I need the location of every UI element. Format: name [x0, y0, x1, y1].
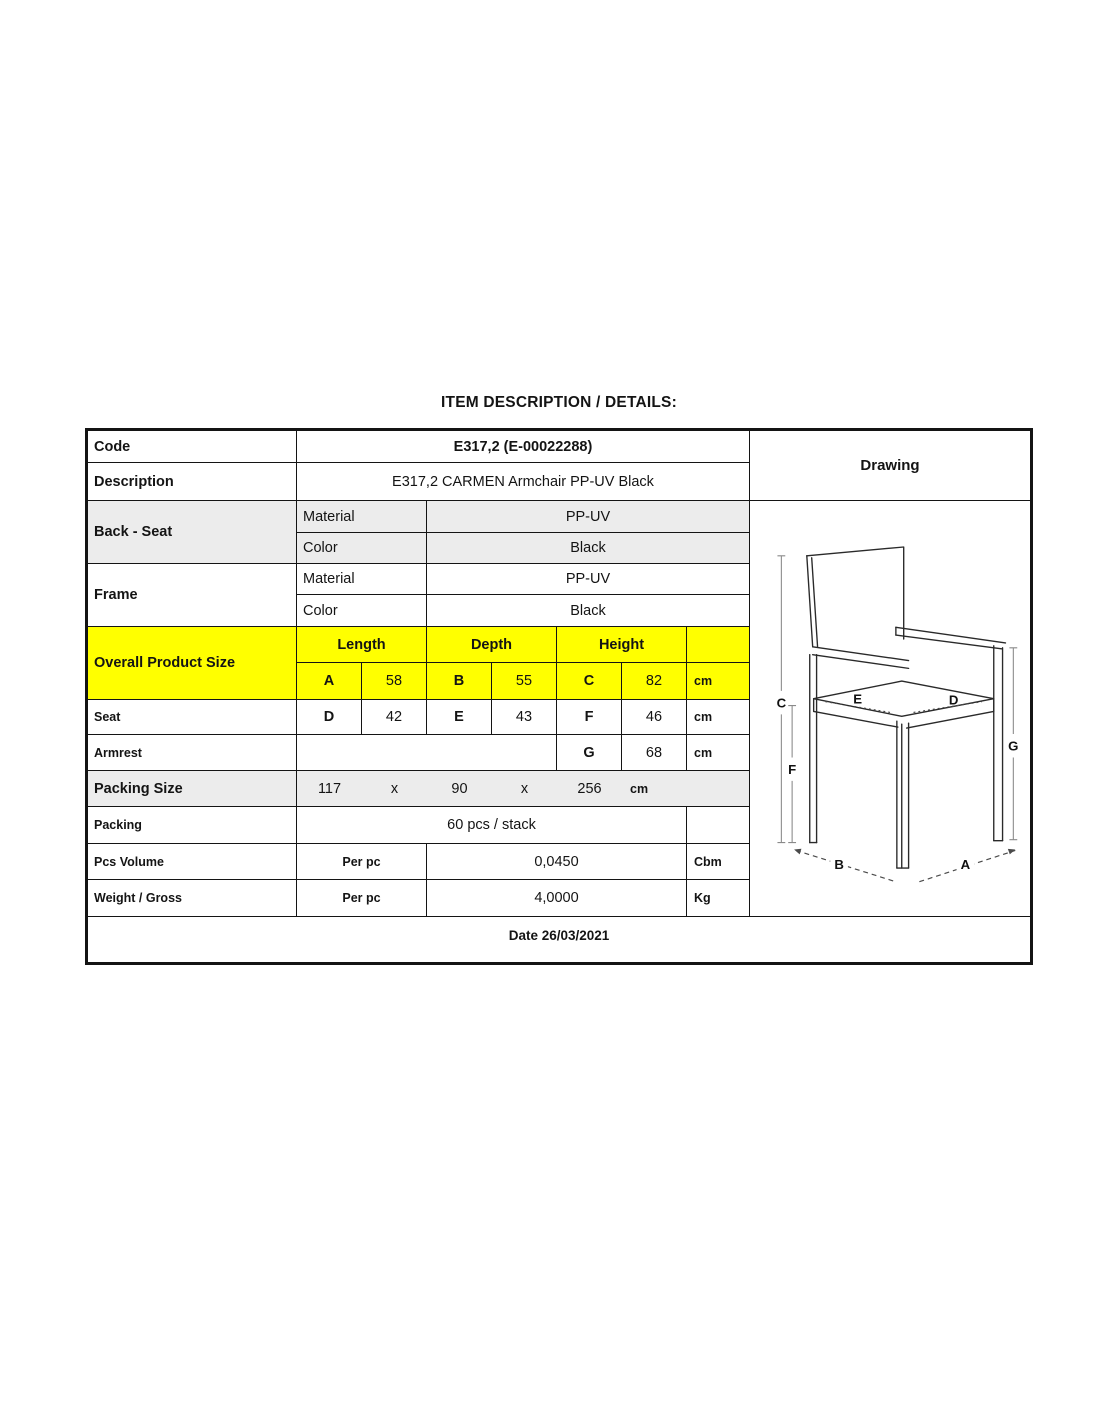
page-title: ITEM DESCRIPTION / DETAILS: — [441, 394, 677, 411]
pcs-volume-per-pc: Per pc — [297, 844, 427, 880]
dim-label-e: E — [853, 691, 863, 707]
item-details-table — [85, 428, 1033, 965]
dim-a-key: A — [297, 663, 362, 700]
size-header-spacer — [687, 627, 750, 663]
dim-g-value: 68 — [622, 735, 687, 771]
back-seat-material-value: PP-UV — [427, 501, 750, 533]
dim-e-key: E — [427, 700, 492, 735]
chair-drawing — [750, 501, 1030, 916]
overall-size-label: Overall Product Size — [88, 627, 297, 700]
seat-unit: cm — [687, 700, 750, 735]
dim-f-key: F — [557, 700, 622, 735]
weight-unit: Kg — [687, 880, 750, 917]
pcs-volume-label: Pcs Volume — [88, 844, 297, 880]
description-label: Description — [88, 463, 297, 501]
dim-label-a: A — [960, 857, 971, 873]
frame-color-label: Color — [297, 595, 427, 627]
back-seat-label: Back - Seat — [88, 501, 297, 564]
drawing-cell — [750, 501, 1030, 917]
frame-material-label: Material — [297, 564, 427, 595]
dim-d-key: D — [297, 700, 362, 735]
length-header: Length — [297, 627, 427, 663]
back-seat-material-label: Material — [297, 501, 427, 533]
frame-material-value: PP-UV — [427, 564, 750, 595]
packing-size-x1: x — [390, 780, 399, 797]
packing-size-values — [297, 771, 750, 807]
pcs-volume-unit: Cbm — [687, 844, 750, 880]
dim-d-value: 42 — [362, 700, 427, 735]
drawing-header: Drawing — [750, 431, 1030, 501]
dim-label-c: C — [776, 695, 787, 711]
armrest-label: Armrest — [88, 735, 297, 771]
dim-label-d: D — [948, 692, 959, 708]
back-seat-color-label: Color — [297, 533, 427, 564]
seat-label: Seat — [88, 700, 297, 735]
date-row: Date 26/03/2021 — [508, 927, 610, 943]
packing-value: 60 pcs / stack — [297, 807, 687, 844]
packing-size-length: 117 — [317, 780, 342, 797]
dim-label-f: F — [788, 762, 797, 778]
code-label: Code — [88, 431, 297, 463]
packing-size-width: 90 — [451, 780, 468, 797]
code-value: E317,2 (E-00022288) — [297, 431, 750, 463]
armrest-spacer — [297, 735, 557, 771]
weight-gross-label: Weight / Gross — [88, 880, 297, 917]
dim-b-key: B — [427, 663, 492, 700]
dim-e-value: 43 — [492, 700, 557, 735]
packing-size-x2: x — [520, 780, 529, 797]
description-value: E317,2 CARMEN Armchair PP-UV Black — [297, 463, 750, 501]
packing-label: Packing — [88, 807, 297, 844]
dim-label-g: G — [1008, 738, 1019, 754]
armrest-unit: cm — [687, 735, 750, 771]
weight-per-pc: Per pc — [297, 880, 427, 917]
packing-size-height: 256 — [577, 780, 602, 797]
overall-unit: cm — [687, 663, 750, 700]
dim-c-key: C — [557, 663, 622, 700]
frame-color-value: Black — [427, 595, 750, 627]
back-seat-color-value: Black — [427, 533, 750, 564]
dim-c-value: 82 — [622, 663, 687, 700]
depth-header: Depth — [427, 627, 557, 663]
pcs-volume-value: 0,0450 — [427, 844, 687, 880]
packing-size-label: Packing Size — [88, 771, 297, 807]
packing-size-unit: cm — [630, 781, 649, 796]
weight-value: 4,0000 — [427, 880, 687, 917]
packing-unit-spacer — [687, 807, 750, 844]
dim-a-value: 58 — [362, 663, 427, 700]
dim-g-key: G — [557, 735, 622, 771]
dim-b-value: 55 — [492, 663, 557, 700]
dim-label-b: B — [834, 857, 844, 873]
height-header: Height — [557, 627, 687, 663]
frame-label: Frame — [88, 564, 297, 627]
dim-f-value: 46 — [622, 700, 687, 735]
